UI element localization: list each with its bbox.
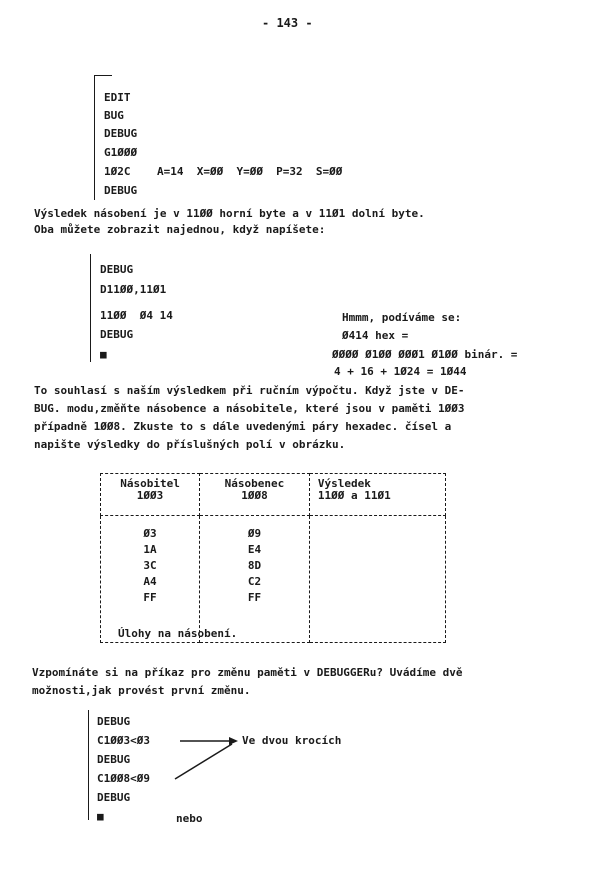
code-line: DEBUG (104, 184, 138, 197)
header-multiplicand: Násobenec 1ØØ8 (200, 474, 310, 516)
code-line: G1ØØØ (104, 146, 138, 159)
table-cell: Ø3 (143, 527, 157, 540)
arrow-head-icon (229, 737, 238, 745)
code-line: C1ØØ8<Ø9 (97, 772, 150, 785)
paragraph-line: BUG. modu,změňte násobence a násobitele, které jsou v paměti 1ØØ3 (34, 402, 465, 415)
side-note-line: Ø414 hex = (342, 329, 409, 342)
code-line: DEBUG (104, 127, 138, 140)
cursor-block: ■ (97, 810, 104, 823)
code-line: BUG (104, 109, 124, 122)
page-number: - 143 - (262, 16, 313, 30)
paragraph-line: Vzpomínáte si na příkaz pro změnu paměti v DEBUGGERu? Uvádíme dvě (32, 666, 463, 679)
trailing-word: nebo (176, 812, 203, 825)
table-cell: 3C (143, 559, 157, 572)
code-line: DEBUG (97, 715, 131, 728)
table-cell: FF (247, 591, 262, 604)
code-line: DEBUG (97, 791, 131, 804)
arrow-label: Ve dvou krocích (242, 734, 342, 747)
code-line: EDIT (104, 91, 131, 104)
paragraph-line: možnosti,jak provést první změnu. (32, 684, 251, 697)
table-cell: C2 (247, 575, 262, 588)
header-result: Výsledek 11ØØ a 11Ø1 (309, 474, 445, 516)
paragraph-line: Oba můžete zobrazit najednou, když napíšete: (34, 223, 326, 236)
code-line: DEBUG (100, 328, 134, 341)
table-cell: 8D (247, 559, 262, 572)
arrow-line-lower (175, 744, 232, 779)
table-cell: 1A (143, 543, 157, 556)
table-cell: E4 (247, 543, 262, 556)
code-line: 1Ø2C A=14 X=ØØ Y=ØØ P=32 S=ØØ (104, 165, 343, 178)
table-caption: Úlohy na násobení. (118, 627, 238, 640)
paragraph-line: případně 1ØØ8. Zkuste to s dále uvedenými páry hexadec. čísel a (34, 420, 452, 433)
code-line: DEBUG (100, 263, 134, 276)
table-cell: Ø9 (247, 527, 262, 540)
code-line: 11ØØ Ø4 14 (100, 309, 173, 322)
code-line: D11ØØ,11Ø1 (100, 283, 167, 296)
header-multiplier: Násobitel 1ØØ3 (101, 474, 200, 516)
cursor-block: ■ (100, 348, 107, 361)
paragraph-line: napište výsledky do příslušných polí v obrázku. (34, 438, 346, 451)
side-note-line: 4 + 16 + 1Ø24 = 1Ø44 (334, 365, 467, 378)
side-note-line: Hmmm, podíváme se: (342, 311, 462, 324)
code-line: DEBUG (97, 753, 131, 766)
paragraph-line: To souhlasí s naším výsledkem při ručním výpočtu. Když jste v DE- (34, 384, 465, 397)
side-note-line: ØØØØ Ø1ØØ ØØØ1 Ø1ØØ binár. = (332, 348, 518, 361)
table-cell: A4 (143, 575, 157, 588)
paragraph-line: Výsledek násobení je v 11ØØ horní byte a v 11Ø1 dolní byte. (34, 207, 425, 220)
table-cell: FF (143, 591, 157, 604)
code-line: C1ØØ3<Ø3 (97, 734, 150, 747)
